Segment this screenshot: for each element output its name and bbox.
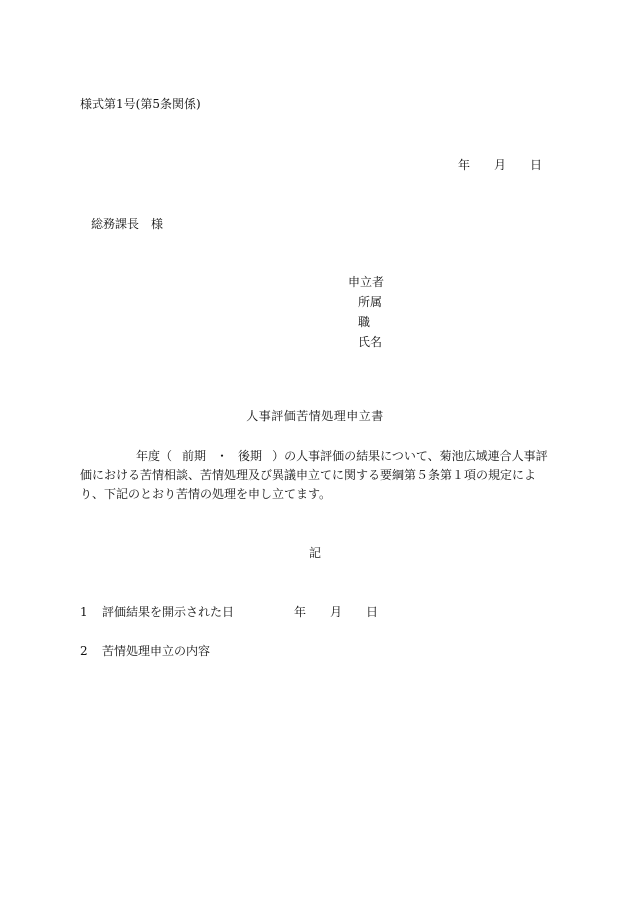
applicant-affiliation: 所属 <box>358 295 383 309</box>
item-number: 2 <box>80 644 88 658</box>
document-title: 人事評価苦情処理申立書 <box>246 409 384 423</box>
body-paragraph <box>80 447 550 504</box>
item-label: 評価結果を開示された日 <box>102 605 235 619</box>
first-half-term: 前期 <box>182 449 207 463</box>
body-continuation: ）の人事評価の結果について、菊池広域連合人事評価における苦情相談、苦情処理及び異議申立てに関する要綱第５条第１項の規定により、下記のとおり苦情の処理を申し立てます。 <box>80 449 548 501</box>
item-complaint-content <box>80 643 210 659</box>
note-heading: 記 <box>308 546 321 560</box>
date-month: 月 <box>494 158 507 172</box>
applicant-label: 申立者 <box>348 275 385 289</box>
addressee: 総務課長 様 <box>91 217 164 231</box>
applicant-block <box>348 272 384 352</box>
item-disclosure-date <box>80 604 378 620</box>
second-half-term: 後期 <box>238 449 263 463</box>
form-number: 様式第1号(第5条関係) <box>80 97 201 111</box>
item-label: 苦情処理申立の内容 <box>102 644 211 658</box>
applicant-position: 職 <box>358 315 371 329</box>
applicant-name: 氏名 <box>358 335 383 349</box>
item-month: 月 <box>330 605 343 619</box>
submission-date <box>458 157 542 173</box>
year-label: 年度（ <box>136 449 173 463</box>
item-number: 1 <box>80 605 88 619</box>
date-day: 日 <box>530 158 543 172</box>
date-year: 年 <box>458 158 471 172</box>
term-separator: ・ <box>216 449 229 463</box>
item-day: 日 <box>366 605 379 619</box>
item-year: 年 <box>294 605 307 619</box>
